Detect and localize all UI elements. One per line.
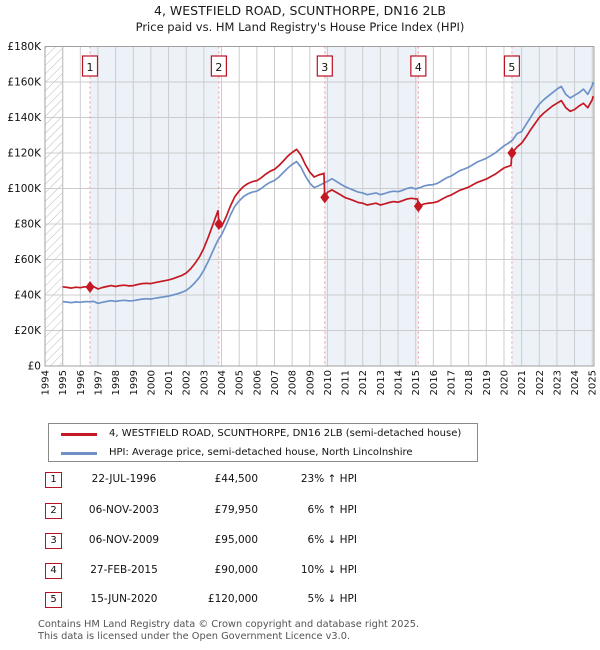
sale-date: 27-FEB-2015	[90, 564, 158, 576]
sale-price: £120,000	[207, 593, 258, 605]
x-axis-tick-label: 2005	[234, 370, 246, 396]
event-label-number: 2	[215, 61, 223, 74]
x-axis-tick-label: 2022	[534, 370, 546, 396]
y-axis-tick-label: £60K	[14, 254, 41, 266]
page-subtitle: Price paid vs. HM Land Registry's House Price Index (HPI)	[135, 20, 465, 34]
x-axis-tick-label: 1999	[128, 370, 140, 396]
x-axis-tick-label: 2012	[358, 370, 370, 396]
x-axis-tick-label: 1994	[40, 370, 52, 396]
sale-date: 06-NOV-2003	[88, 504, 160, 516]
x-axis-tick-label: 2021	[517, 370, 529, 396]
sale-number-badge: 1	[45, 472, 62, 488]
license-line-1: Contains HM Land Registry data © Crown copyright and database right 2025.	[38, 619, 420, 630]
y-axis-tick-label: £0	[27, 360, 41, 373]
x-axis-tick-label: 2007	[269, 370, 281, 396]
x-axis-tick-label: 2020	[499, 370, 511, 396]
sale-row	[0, 533, 600, 550]
x-axis-tick-label: 2011	[340, 370, 352, 396]
x-axis-tick-label: 2019	[481, 370, 493, 396]
license-line-2: This data is licensed under the Open Government Licence v3.0.	[38, 630, 351, 642]
property-series-swatch-icon	[61, 433, 97, 436]
y-axis-tick-label: £100K	[7, 183, 41, 195]
x-axis-tick-label: 1995	[58, 370, 70, 396]
event-label-number: 4	[414, 61, 422, 74]
sale-date: 06-NOV-2009	[88, 534, 160, 546]
x-axis-tick-label: 1996	[75, 370, 87, 396]
x-axis-tick-label: 2025	[587, 370, 599, 396]
hatched-no-data-region	[45, 47, 63, 367]
x-axis-tick-label: 2014	[393, 370, 405, 396]
x-axis-tick-label: 1997	[93, 370, 105, 396]
legend-label-hpi: HPI: Average price, semi-detached house, North Lincolnshire	[109, 447, 413, 458]
y-axis-tick-label: £180K	[7, 41, 41, 53]
sale-row	[0, 592, 600, 609]
shaded-band	[325, 47, 419, 367]
sale-number-badge: 2	[45, 503, 62, 519]
sale-price: £90,000	[214, 564, 258, 576]
x-axis-tick-label: 2023	[552, 370, 564, 396]
x-axis-tick-label: 2004	[217, 370, 229, 396]
sale-number-badge: 3	[45, 533, 62, 549]
event-label-number: 1	[86, 61, 94, 74]
y-axis-tick-label: £160K	[7, 76, 41, 89]
x-axis-tick-label: 2002	[181, 370, 193, 396]
license-text	[38, 619, 598, 642]
sale-date: 22-JUL-1996	[91, 473, 157, 485]
hpi-series-swatch-icon	[61, 452, 97, 455]
x-axis-tick-label: 2015	[411, 370, 423, 396]
sale-price: £95,000	[214, 534, 258, 546]
legend-item-hpi	[49, 445, 477, 462]
sale-date: 15-JUN-2020	[90, 593, 158, 605]
x-axis-tick-label: 2018	[464, 370, 476, 396]
event-label-number: 5	[508, 61, 516, 74]
page-title: 4, WESTFIELD ROAD, SCUNTHORPE, DN16 2LB	[154, 3, 446, 18]
shaded-band	[90, 47, 219, 367]
x-axis-tick-label: 2000	[146, 370, 158, 396]
y-axis-tick-label: £120K	[7, 147, 41, 160]
sale-price: £79,950	[214, 504, 258, 516]
x-axis-tick-label: 2010	[322, 370, 334, 396]
sale-hpi-delta: 6% ↑ HPI	[307, 504, 357, 516]
sale-row	[0, 563, 600, 580]
y-axis-tick-label: £140K	[7, 112, 41, 124]
x-axis-tick-label: 2024	[570, 370, 582, 396]
x-axis-tick-label: 2013	[375, 370, 387, 396]
sale-number-badge: 4	[45, 563, 62, 579]
shaded-band	[512, 47, 594, 367]
y-axis-tick-label: £40K	[14, 289, 41, 302]
sale-hpi-delta: 23% ↑ HPI	[300, 473, 357, 485]
sale-price: £44,500	[214, 473, 258, 485]
chart-legend	[48, 423, 478, 462]
x-axis-tick-label: 2017	[446, 370, 458, 396]
sale-number-badge: 5	[45, 592, 62, 608]
sale-row	[0, 503, 600, 520]
x-axis-tick-label: 2009	[305, 370, 317, 396]
legend-item-property	[49, 426, 477, 443]
x-axis-tick-label: 2008	[287, 370, 299, 396]
x-axis-tick-label: 1998	[111, 370, 123, 396]
sale-hpi-delta: 10% ↓ HPI	[300, 564, 357, 576]
x-axis-tick-label: 2003	[199, 370, 211, 396]
sale-hpi-delta: 6% ↓ HPI	[307, 534, 357, 546]
event-label-number: 3	[321, 61, 329, 74]
y-axis-tick-label: £80K	[14, 218, 41, 231]
sale-hpi-delta: 5% ↓ HPI	[307, 593, 357, 605]
x-axis-tick-label: 2016	[428, 370, 440, 396]
legend-label-property: 4, WESTFIELD ROAD, SCUNTHORPE, DN16 2LB (semi-detached house)	[109, 428, 462, 439]
y-axis-tick-label: £20K	[14, 325, 41, 337]
x-axis-tick-label: 2001	[164, 370, 176, 396]
x-axis-tick-label: 2006	[252, 370, 264, 396]
sale-row	[0, 472, 600, 489]
